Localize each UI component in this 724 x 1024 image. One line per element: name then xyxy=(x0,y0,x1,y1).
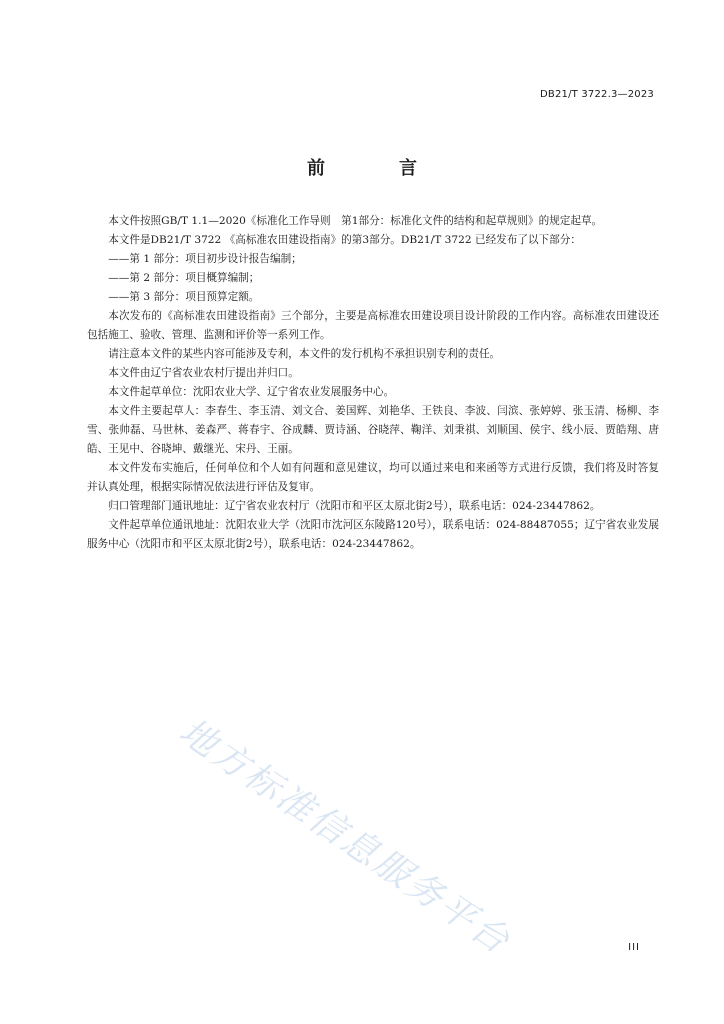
list-item-part-1: ——第 1 部分：项目初步设计报告编制； xyxy=(108,253,302,265)
paragraph-drafting-address: 文件起草单位通讯地址：沈阳农业大学（沈阳市沈河区东陵路120号），联系电话：024-88487055；辽宁省农业发展服务中心（沈阳市和平区太原北街2号），联系电话：024-23447862。 xyxy=(87,519,659,550)
paragraph-feedback: 本文件发布实施后，任何单位和个人如有问题和意见建议，均可以通过来电和来函等方式进行反馈，我们将及时答复并认真处理，根据实际情况依法进行评估及复审。 xyxy=(87,462,659,493)
paragraph-management-address: 归口管理部门通讯地址：辽宁省农业农村厅（沈阳市和平区太原北街2号），联系电话：024-23447862。 xyxy=(108,500,601,512)
paragraph-document-part: 本文件是DB21/T 3722 《高标准农田建设指南》的第3部分。DB21/T 3722 已经发布了以下部分： xyxy=(108,234,581,246)
paragraph-drafters: 本文件主要起草人：李春生、李玉清、刘文合、姜国辉、刘艳华、王铁良、李波、闫滨、张婷婷、张玉清、杨柳、李雪、张帅磊、马世林、姜森严、蒋春宇、谷成麟、贾诗涵、谷晓萍、鞠洋、刘秉祺、刘顺国、侯宇、线小辰、贾皓翔、唐皓、王见中、谷晓坤、戴继光、宋丹、王丽。 xyxy=(87,405,659,455)
list-item-part-2: ——第 2 部分：项目概算编制； xyxy=(108,272,260,284)
paragraph-patent-notice: 请注意本文件的某些内容可能涉及专利，本文件的发行机构不承担识别专利的责任。 xyxy=(108,348,501,360)
paragraph-drafting-units: 本文件起草单位：沈阳农业大学、辽宁省农业发展服务中心。 xyxy=(108,386,395,398)
paragraph-drafting-rules: 本文件按照GB/T 1.1—2020《标准化工作导则 第1部分：标准化文件的结构和起草规则》的规定起草。 xyxy=(108,215,603,227)
standard-code: DB21/T 3722.3—2023 xyxy=(540,89,654,100)
paragraph-proposer: 本文件由辽宁省农业农村厅提出并归口。 xyxy=(108,367,299,379)
foreword-body xyxy=(87,212,659,554)
page-number: III xyxy=(628,942,640,953)
paragraph-scope: 本次发布的《高标准农田建设指南》三个部分，主要是高标准农田建设项目设计阶段的工作内容。高标准农田建设还包括施工、验收、管理、监测和评价等一系列工作。 xyxy=(87,310,659,341)
watermark: 地方标准信息服务平台 xyxy=(171,710,519,964)
page-title: 前 言 xyxy=(307,158,445,179)
list-item-part-3: ——第 3 部分：项目预算定额。 xyxy=(108,291,260,303)
